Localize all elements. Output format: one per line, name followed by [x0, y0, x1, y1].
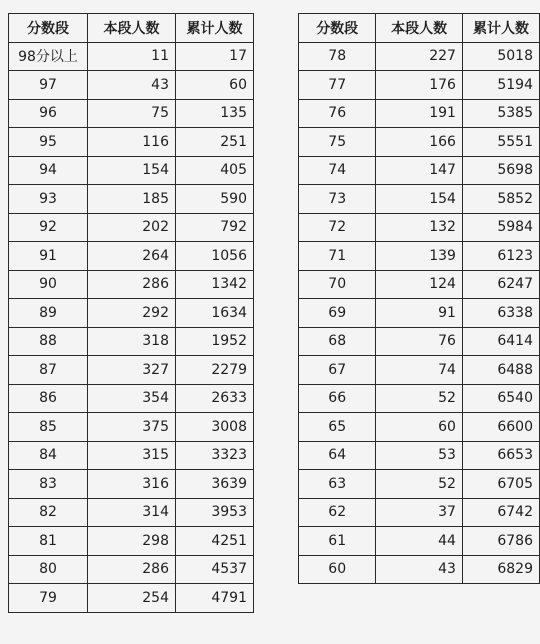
table-row [299, 99, 540, 128]
cumulative-count-cell: 405 [176, 156, 254, 185]
segment-count-cell: 132 [376, 213, 463, 242]
segment-count-cell: 166 [376, 128, 463, 157]
segment-count-cell: 76 [376, 327, 463, 356]
segment-count-cell: 375 [88, 413, 176, 442]
score-segment-cell: 89 [9, 299, 88, 328]
cumulative-count-cell: 5194 [462, 71, 539, 100]
cumulative-count-cell: 3639 [176, 470, 254, 499]
segment-count-cell: 202 [88, 213, 176, 242]
score-segment-cell: 76 [299, 99, 376, 128]
score-segment-cell: 98分以上 [9, 42, 88, 71]
segment-count-cell: 354 [88, 384, 176, 413]
table-header-row [9, 14, 254, 43]
score-segment-cell: 69 [299, 299, 376, 328]
cumulative-count-cell: 4251 [176, 527, 254, 556]
segment-count-cell: 254 [88, 584, 176, 613]
segment-count-cell: 53 [376, 441, 463, 470]
table-row [299, 270, 540, 299]
table-row [9, 441, 254, 470]
table-row [299, 498, 540, 527]
table-row [9, 413, 254, 442]
segment-count-cell: 124 [376, 270, 463, 299]
score-segment-cell: 85 [9, 413, 88, 442]
segment-count-cell: 60 [376, 413, 463, 442]
cumulative-count-cell: 6247 [462, 270, 539, 299]
header-segment-count: 本段人数 [376, 14, 463, 43]
header-segment-count: 本段人数 [88, 14, 176, 43]
cumulative-count-cell: 3953 [176, 498, 254, 527]
cumulative-count-cell: 4791 [176, 584, 254, 613]
segment-count-cell: 315 [88, 441, 176, 470]
table-row [299, 128, 540, 157]
score-segment-cell: 67 [299, 356, 376, 385]
table-row [9, 327, 254, 356]
cumulative-count-cell: 5984 [462, 213, 539, 242]
cumulative-count-cell: 1952 [176, 327, 254, 356]
segment-count-cell: 154 [88, 156, 176, 185]
cumulative-count-cell: 6600 [462, 413, 539, 442]
score-segment-cell: 78 [299, 42, 376, 71]
segment-count-cell: 298 [88, 527, 176, 556]
segment-count-cell: 185 [88, 185, 176, 214]
score-segment-cell: 96 [9, 99, 88, 128]
score-segment-cell: 88 [9, 327, 88, 356]
segment-count-cell: 327 [88, 356, 176, 385]
score-segment-cell: 70 [299, 270, 376, 299]
segment-count-cell: 37 [376, 498, 463, 527]
segment-count-cell: 264 [88, 242, 176, 271]
segment-count-cell: 227 [376, 42, 463, 71]
cumulative-count-cell: 6742 [462, 498, 539, 527]
table-row [9, 185, 254, 214]
cumulative-count-cell: 135 [176, 99, 254, 128]
table-row [299, 71, 540, 100]
score-segment-cell: 95 [9, 128, 88, 157]
table-row [299, 42, 540, 71]
segment-count-cell: 44 [376, 527, 463, 556]
segment-count-cell: 91 [376, 299, 463, 328]
table-row [299, 156, 540, 185]
score-segment-cell: 66 [299, 384, 376, 413]
table-row [299, 327, 540, 356]
table-row [299, 470, 540, 499]
segment-count-cell: 74 [376, 356, 463, 385]
score-segment-cell: 83 [9, 470, 88, 499]
cumulative-count-cell: 5551 [462, 128, 539, 157]
segment-count-cell: 154 [376, 185, 463, 214]
score-segment-cell: 92 [9, 213, 88, 242]
cumulative-count-cell: 3323 [176, 441, 254, 470]
segment-count-cell: 292 [88, 299, 176, 328]
cumulative-count-cell: 1056 [176, 242, 254, 271]
table-row [9, 270, 254, 299]
table-body-right [299, 42, 540, 584]
table-row [9, 356, 254, 385]
cumulative-count-cell: 6414 [462, 327, 539, 356]
table-row [299, 527, 540, 556]
segment-count-cell: 52 [376, 384, 463, 413]
table-row [9, 584, 254, 613]
segment-count-cell: 43 [376, 555, 463, 584]
segment-count-cell: 147 [376, 156, 463, 185]
cumulative-count-cell: 6705 [462, 470, 539, 499]
cumulative-count-cell: 251 [176, 128, 254, 157]
segment-count-cell: 314 [88, 498, 176, 527]
score-segment-cell: 77 [299, 71, 376, 100]
header-score-segment: 分数段 [9, 14, 88, 43]
cumulative-count-cell: 6338 [462, 299, 539, 328]
segment-count-cell: 316 [88, 470, 176, 499]
cumulative-count-cell: 5385 [462, 99, 539, 128]
score-segment-cell: 81 [9, 527, 88, 556]
cumulative-count-cell: 590 [176, 185, 254, 214]
table-row [9, 555, 254, 584]
table-row [9, 527, 254, 556]
score-segment-cell: 82 [9, 498, 88, 527]
table-body-left [9, 42, 254, 612]
cumulative-count-cell: 6653 [462, 441, 539, 470]
cumulative-count-cell: 2279 [176, 356, 254, 385]
score-segment-cell: 87 [9, 356, 88, 385]
table-row [299, 185, 540, 214]
score-segment-cell: 73 [299, 185, 376, 214]
cumulative-count-cell: 792 [176, 213, 254, 242]
segment-count-cell: 11 [88, 42, 176, 71]
score-segment-cell: 74 [299, 156, 376, 185]
segment-count-cell: 116 [88, 128, 176, 157]
score-segment-cell: 97 [9, 71, 88, 100]
table-row [9, 384, 254, 413]
table-row [299, 213, 540, 242]
score-segment-cell: 65 [299, 413, 376, 442]
table-row [9, 128, 254, 157]
cumulative-count-cell: 6786 [462, 527, 539, 556]
cumulative-count-cell: 5852 [462, 185, 539, 214]
table-row [9, 156, 254, 185]
table-row [299, 441, 540, 470]
score-segment-cell: 94 [9, 156, 88, 185]
table-row [9, 42, 254, 71]
segment-count-cell: 318 [88, 327, 176, 356]
table-row [9, 71, 254, 100]
score-segment-cell: 72 [299, 213, 376, 242]
table-row [9, 99, 254, 128]
score-segment-cell: 61 [299, 527, 376, 556]
segment-count-cell: 286 [88, 555, 176, 584]
score-segment-cell: 64 [299, 441, 376, 470]
segment-count-cell: 43 [88, 71, 176, 100]
table-row [9, 299, 254, 328]
score-segment-cell: 62 [299, 498, 376, 527]
score-segment-cell: 79 [9, 584, 88, 613]
score-segment-cell: 90 [9, 270, 88, 299]
cumulative-count-cell: 6829 [462, 555, 539, 584]
table-row [9, 470, 254, 499]
cumulative-count-cell: 6123 [462, 242, 539, 271]
table-header-row [299, 14, 540, 43]
score-table-right [298, 13, 540, 584]
cumulative-count-cell: 17 [176, 42, 254, 71]
cumulative-count-cell: 4537 [176, 555, 254, 584]
cumulative-count-cell: 5698 [462, 156, 539, 185]
cumulative-count-cell: 6488 [462, 356, 539, 385]
score-table-left [8, 13, 254, 613]
header-cumulative-count: 累计人数 [176, 14, 254, 43]
segment-count-cell: 139 [376, 242, 463, 271]
table-row [299, 242, 540, 271]
table-row [299, 299, 540, 328]
cumulative-count-cell: 60 [176, 71, 254, 100]
table-row [299, 555, 540, 584]
table-row [9, 213, 254, 242]
cumulative-count-cell: 1342 [176, 270, 254, 299]
table-row [299, 413, 540, 442]
table-row [299, 356, 540, 385]
table-row [299, 384, 540, 413]
score-segment-cell: 80 [9, 555, 88, 584]
score-segment-cell: 75 [299, 128, 376, 157]
cumulative-count-cell: 1634 [176, 299, 254, 328]
score-segment-cell: 91 [9, 242, 88, 271]
segment-count-cell: 176 [376, 71, 463, 100]
table-row [9, 498, 254, 527]
cumulative-count-cell: 5018 [462, 42, 539, 71]
score-segment-cell: 60 [299, 555, 376, 584]
cumulative-count-cell: 6540 [462, 384, 539, 413]
score-segment-cell: 68 [299, 327, 376, 356]
header-score-segment: 分数段 [299, 14, 376, 43]
header-cumulative-count: 累计人数 [462, 14, 539, 43]
cumulative-count-cell: 2633 [176, 384, 254, 413]
score-segment-cell: 93 [9, 185, 88, 214]
cumulative-count-cell: 3008 [176, 413, 254, 442]
segment-count-cell: 191 [376, 99, 463, 128]
score-segment-cell: 71 [299, 242, 376, 271]
segment-count-cell: 52 [376, 470, 463, 499]
segment-count-cell: 75 [88, 99, 176, 128]
score-segment-cell: 84 [9, 441, 88, 470]
score-segment-cell: 86 [9, 384, 88, 413]
table-row [9, 242, 254, 271]
segment-count-cell: 286 [88, 270, 176, 299]
score-segment-cell: 63 [299, 470, 376, 499]
